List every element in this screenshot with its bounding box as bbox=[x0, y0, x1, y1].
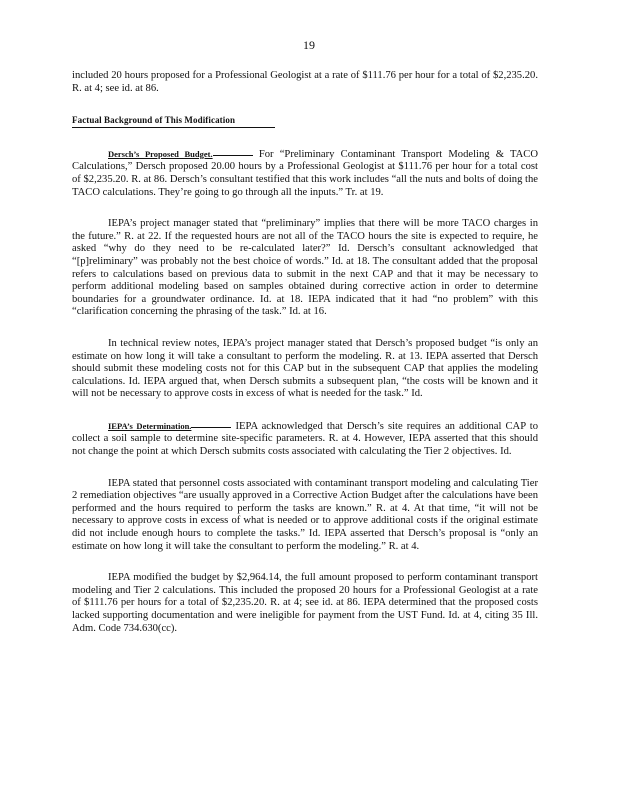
paragraph-text: For “Preliminary Contaminant Transport Modeling & TACO Calculations,” Dersch proposed 20.00 hours by a Professional Geologist at $111.76 per hour for a total cost of $2,235.20. R. at 86. Dersch’s consultant testified that this work includes “all the nuts and bolts of doing the TACO calculations. They’re going to go through all the inputs.” Tr. at 19. bbox=[72, 148, 538, 198]
subheading-rule bbox=[213, 155, 253, 156]
subheading-dersch-budget: Dersch’s Proposed Budget. bbox=[108, 148, 213, 159]
document-body bbox=[72, 70, 538, 654]
section-heading: Factual Background of This Modification bbox=[72, 114, 275, 128]
paragraph-continued: included 20 hours proposed for a Professional Geologist at a rate of $111.76 per hour for a total of $2,235.20. R. at 4; see id. at 86. bbox=[72, 70, 538, 94]
paragraph-budget-modification: IEPA modified the budget by $2,964.14, the full amount proposed to perform contaminant transport modeling and Tier 2 calculations. This included the proposed 20 hours for a Professional Geologist at a rate of $111.76 per hours for a total of $2,235.20. R. at 4; see id. at 86. IEPA determined that the proposed costs lacked supporting documentation and were ineligible for payment from the UST Fund. Id. at 4, citing 35 Ill. Adm. Code 734.630(cc). bbox=[72, 572, 538, 634]
page-number: 19 bbox=[303, 38, 315, 52]
subheading-iepa-determination: IEPA’s Determination. bbox=[108, 420, 192, 431]
paragraph-project-manager: IEPA’s project manager stated that “preliminary” implies that there will be more TACO charges in the future.” R. at 22. If the requested hours are not all of the TACO hours the site is expected to require, he asked “why do they need to be re-calculated later?” Id. Dersch’s consultant acknowledged that “[p]reliminary” was probably not the best choice of words.” Id. at 18. The consultant added that the proposal refers to calculations based on previous data to submit in the next CAP and that it may be necessary to perform additional modeling based on samples obtained during corrective action in order to determine boundaries for a groundwater ordinance. Id. at 18. IEPA indicated that it had “no problem” with this “clarification concerning the phrasing of the task.” Id. at 16. bbox=[72, 218, 538, 318]
subheading-rule bbox=[191, 427, 231, 428]
paragraph-iepa-statement: IEPA stated that personnel costs associated with contaminant transport modeling and calculating Tier 2 remediation objectives “are usually approved in a Corrective Action Budget after the calculations have been performed and the hours required to perform the tasks are known.” R. at 4. At that time, “it will not be necessary to approve costs in excess of what is needed or to approve additional costs if the original estimate did not include enough hours to complete the tasks.” Id. IEPA asserted that Dersch’s proposal is “only an estimate on how long it will take the consultant to perform the modeling.” R. at 4. bbox=[72, 477, 538, 552]
paragraph-text: IEPA acknowledged that Dersch’s site requires an additional CAP to collect a soil sample to determine site-specific parameters. R. at 4. However, IEPA asserted that this should not change the point at which Dersch submits costs associated with calculating the Tier 2 objectives. Id. bbox=[72, 420, 539, 458]
paragraph-dersch-budget bbox=[72, 148, 538, 199]
paragraph-technical-review: In technical review notes, IEPA’s project manager stated that Dersch’s proposed budget “is only an estimate on how long it will take a consultant to perform the modeling. R. at 13. IEPA asserted that Dersch should submit these modeling costs not for this CAP but in the subsequent CAP that applies the modeling calculations. Id. IEPA argued that, when Dersch submits a subsequent plan, “the costs will be known and it will not be necessary to approve costs in excess of what is needed for the task.” Id. bbox=[72, 337, 538, 400]
paragraph-iepa-determination bbox=[72, 420, 538, 459]
